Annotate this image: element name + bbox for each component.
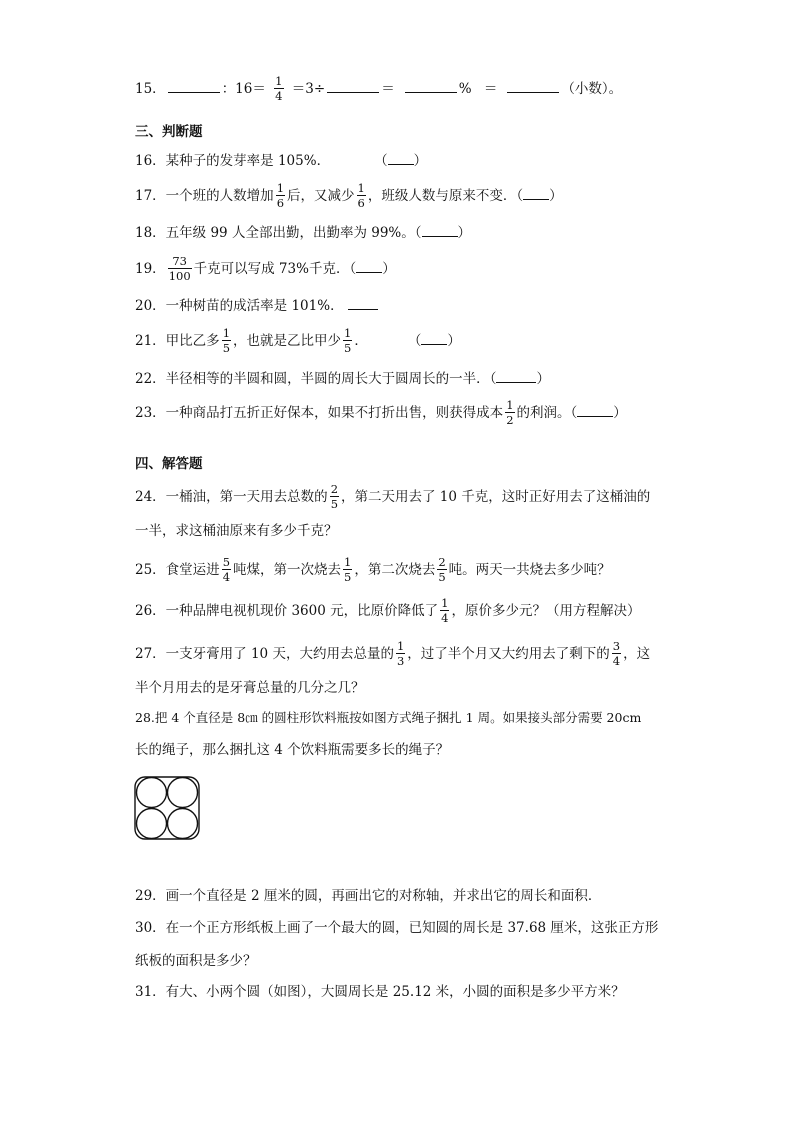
answer-blank[interactable] <box>348 298 378 310</box>
question-18: 18．五年级 99 人全部出勤，出勤率为 99%。（ ） <box>135 225 471 241</box>
fraction: $\frac{1}{5}$ <box>344 326 352 356</box>
question-20: 20．一种树苗的成活率是 101%． <box>135 298 378 314</box>
fraction: $\frac{73}{100}$ <box>168 254 191 284</box>
question-25: 25．食堂运进 $\frac{5}{4}$ 吨煤，第一次烧去 $\frac{1}{5}$ ，第二次烧去 $\frac{2}{5}$ 吨。两天一共烧去多少吨？ <box>135 555 611 585</box>
section-title-judgement: 三、判断题 <box>135 124 203 140</box>
answer-blank[interactable] <box>577 405 613 417</box>
fraction: $\frac{3}{4}$ <box>612 639 621 669</box>
answer-blank[interactable] <box>327 80 379 93</box>
answer-blank[interactable] <box>405 80 457 93</box>
question-24-line2: 一半，求这桶油原来有多少千克？ <box>135 523 338 539</box>
answer-blank[interactable] <box>507 80 559 93</box>
question-22: 22．半径相等的半圆和圆，半圆的周长大于圆周长的一半．（ ） <box>135 371 550 387</box>
fraction: $\frac{1}{5}$ <box>222 326 231 356</box>
bottles-figure <box>134 776 200 840</box>
question-30: 30．在一个正方形纸板上画了一个最大的圆，已知圆的周长是 37.68 厘米，这张正方形 <box>135 920 659 936</box>
answer-blank[interactable] <box>523 188 549 200</box>
fraction: $\frac{1}{2}$ <box>506 398 514 428</box>
question-28-line2: 长的绳子，那么捆扎这 4 个饮料瓶需要多长的绳子？ <box>135 742 450 758</box>
question-24: 24．一桶油，第一天用去总数的 $\frac{2}{5}$ ，第二天用去了 10 千克，这时正好用去了这桶油的 <box>135 482 651 512</box>
question-21: 21．甲比乙多 $\frac{1}{5}$ ，也就是乙比甲少 $\frac{1}{5}$ ． （ ） <box>135 326 461 356</box>
fraction: $\frac{2}{5}$ <box>330 482 339 512</box>
fraction: $\frac{2}{5}$ <box>438 555 446 585</box>
answer-blank[interactable] <box>168 80 220 93</box>
question-19: 19． $\frac{73}{100}$ 千克可以写成 73%千克．（ ） <box>135 254 396 284</box>
question-27: 27．一支牙膏用了 10 天，大约用去总量的 $\frac{1}{3}$ ，过了半个月又大约用去了剩下的 $\frac{3}{4}$ ，这 <box>135 639 651 669</box>
fraction: $\frac{1}{5}$ <box>344 555 352 585</box>
question-23: 23．一种商品打五折正好保本，如果不打折出售，则获得成本 $\frac{1}{2}$ 的利润。（ ） <box>135 398 627 428</box>
answer-blank[interactable] <box>356 261 382 273</box>
fraction: $\frac{1}{6}$ <box>357 181 365 211</box>
question-27-line2: 半个月用去的是牙膏总量的几分之几？ <box>135 680 365 696</box>
fraction: $\frac{1}{3}$ <box>396 639 405 669</box>
answer-blank[interactable] <box>422 225 458 237</box>
fraction: $\frac{5}{4}$ <box>222 555 231 585</box>
answer-blank[interactable] <box>496 371 536 383</box>
question-29: 29．画一个直径是 2 厘米的圆，再画出它的对称轴，并求出它的周长和面积． <box>135 888 602 904</box>
answer-blank[interactable] <box>388 153 414 165</box>
bottle-circle <box>168 778 198 808</box>
bottle-circle <box>137 778 167 808</box>
answer-blank[interactable] <box>421 333 447 345</box>
fraction: $\frac{1}{4}$ <box>275 74 283 104</box>
question-28: 28.把 4 个直径是 8㎝ 的圆柱形饮料瓶按如图方式绳子捆扎 1 周。如果接头部分需要 20cm <box>135 710 642 725</box>
fraction: $\frac{1}{6}$ <box>276 181 285 211</box>
section-title-solve: 四、解答题 <box>135 456 203 472</box>
question-17: 17．一个班的人数增加 $\frac{1}{6}$ 后，又减少 $\frac{1}{6}$ ，班级人数与原来不变．（ ） <box>135 181 563 211</box>
question-30-line2: 纸板的面积是多少？ <box>135 953 257 969</box>
fraction: $\frac{1}{4}$ <box>441 596 449 626</box>
question-31: 31．有大、小两个圆（如图），大圆周长是 25.12 米，小圆的面积是多少平方米？ <box>135 984 625 1000</box>
question-15: 15． ：16＝ $\frac{1}{4}$ ＝3÷ ＝ % ＝ （小数）。 <box>135 74 623 104</box>
question-16: 16．某种子的发芽率是 105%． （ ） <box>135 153 428 169</box>
question-26: 26．一种品牌电视机现价 3600 元，比原价降低了 $\frac{1}{4}$ ，原价多少元？（用方程解决） <box>135 596 641 626</box>
bottle-circle <box>137 809 167 839</box>
bottle-circle <box>168 809 198 839</box>
